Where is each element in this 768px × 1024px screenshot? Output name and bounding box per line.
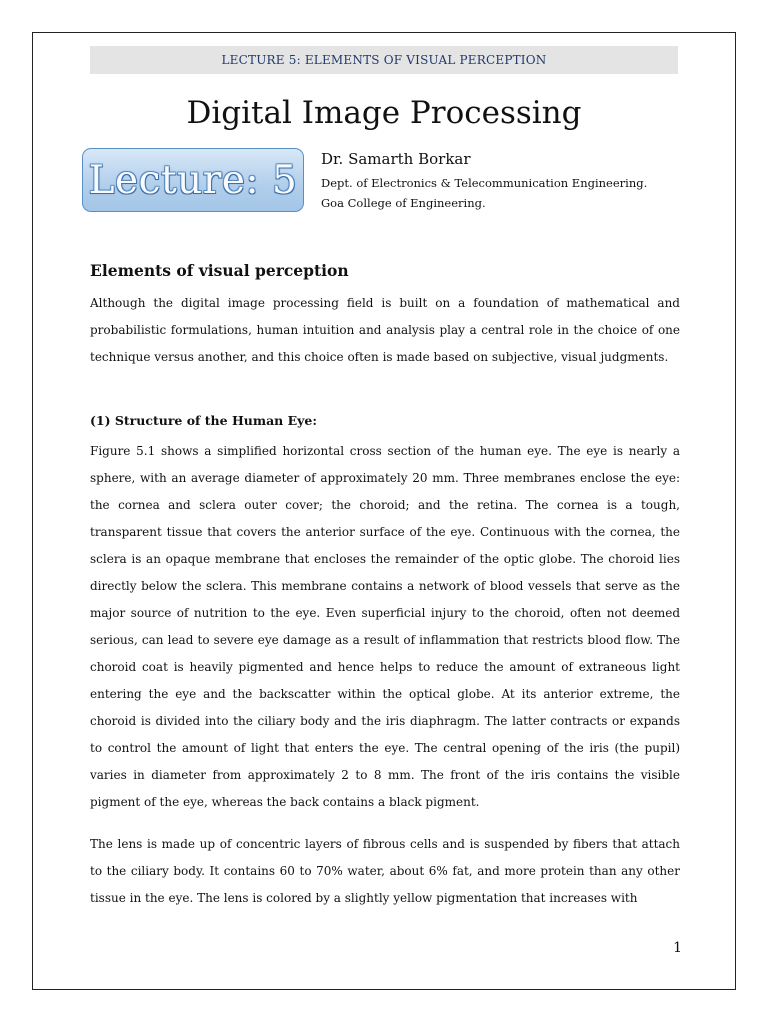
section-heading: Elements of visual perception — [90, 261, 349, 280]
lecture-badge — [82, 148, 304, 212]
author-block — [321, 150, 647, 213]
lens-paragraph: The lens is made up of concentric layers of fibrous cells and is suspended by fibers that attach to the ciliary body. It contains 60 to 70% water, about 6% fat, and more protein than any other tissue in the eye. The lens is colored by a slightly yellow pigmentation that increases with — [90, 837, 680, 905]
author-college: Goa College of Engineering. — [321, 196, 486, 210]
author-name: Dr. Samarth Borkar — [321, 150, 471, 168]
intro-paragraph: Although the digital image processing field is built on a foundation of mathematical and probabilistic formulations, human intuition and analysis play a central role in the choice of one technique versus another, and this choice often is made based on subjective, visual judgments. — [90, 296, 680, 364]
document-title: Digital Image Processing — [186, 95, 582, 131]
lecture-badge-text: Lecture: 5 — [88, 157, 298, 203]
running-header-text: LECTURE 5: ELEMENTS OF VISUAL PERCEPTION — [221, 53, 547, 67]
page-number: 1 — [673, 940, 682, 956]
running-header — [90, 46, 678, 74]
subsection-heading: (1) Structure of the Human Eye: — [90, 413, 317, 428]
author-department: Dept. of Electronics & Telecommunication Engineering. — [321, 176, 648, 190]
eye-structure-paragraph: Figure 5.1 shows a simplified horizontal cross section of the human eye. The eye is nearly a sphere, with an average diameter of approximately 20 mm. Three membranes enclose the eye: the cornea and sclera outer cover; the choroid; and the retina. The cornea is a tough, transparent tissue that covers the anterior surface of the eye. Continuous with the cornea, the sclera is an opaque membrane that encloses the remainder of the optic globe. The choroid lies directly below the sclera. This membrane contains a network of blood vessels that serve as the major source of nutrition to the eye. Even superficial injury to the choroid, often not deemed serious, can lead to severe eye damage as a result of inflammation that restricts blood flow. The choroid coat is heavily pigmented and hence helps to reduce the amount of extraneous light entering the eye and the backscatter within the optical globe. At its anterior extreme, the choroid is divided into the ciliary body and the iris diaphragm. The latter contracts or expands to control the amount of light that enters the eye. The central opening of the iris (the pupil) varies in diameter from approximately 2 to 8 mm. The front of the iris contains the visible pigment of the eye, whereas the back contains a black pigment. — [90, 444, 680, 809]
